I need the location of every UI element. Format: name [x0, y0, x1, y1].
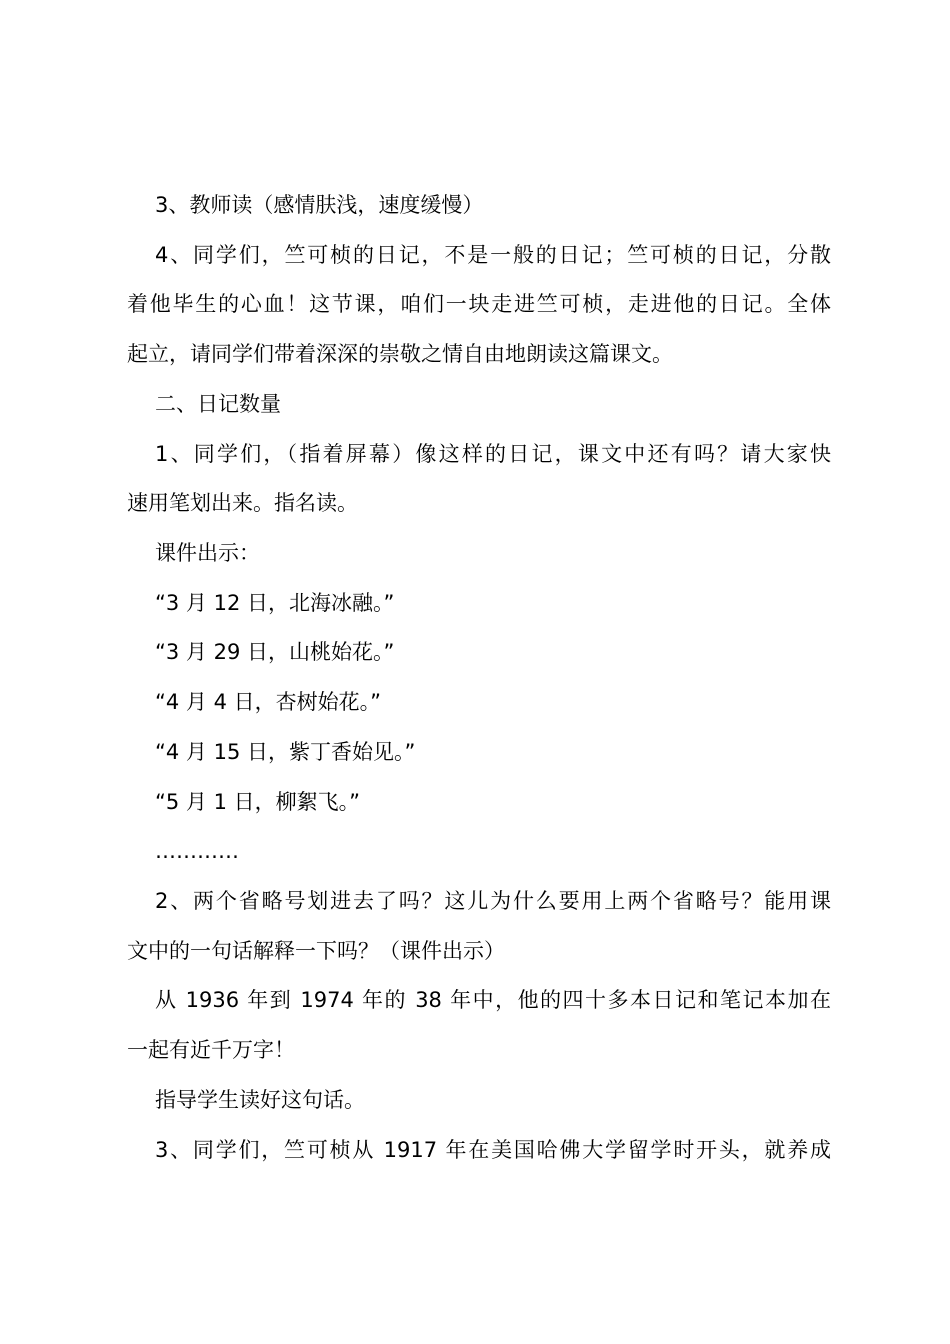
text-line-6: 1、同学们，（指着屏幕）像这样的日记，课文中还有吗？请大家快 [155, 442, 831, 466]
text-line-2: 4、同学们，竺可桢的日记，不是一般的日记；竺可桢的日记，分散 [155, 243, 831, 267]
diary-entry-4: “4 月 15 日，紫丁香始见。” [155, 740, 416, 764]
diary-entry-3: “4 月 4 日，杏树始花。” [155, 690, 382, 714]
text-line-1: 3、教师读（感情肤浅，速度缓慢） [155, 193, 484, 217]
text-line-8: 课件出示： [155, 541, 260, 565]
section-heading: 二、日记数量 [155, 392, 281, 416]
ellipsis-line: ………… [155, 839, 239, 863]
text-line-7: 速用笔划出来。指名读。 [127, 491, 358, 515]
text-line-4: 起立，请同学们带着深深的崇敬之情自由地朗读这篇课文。 [127, 342, 673, 366]
text-line-15: 2、两个省略号划进去了吗？这儿为什么要用上两个省略号？能用课 [155, 889, 831, 913]
diary-entry-1: “3 月 12 日，北海冰融。” [155, 591, 395, 615]
text-line-17: 从 1936 年到 1974 年的 38 年中，他的四十多本日记和笔记本加在 [155, 988, 831, 1012]
text-line-18: 一起有近千万字！ [127, 1038, 295, 1062]
text-line-20: 3、同学们，竺可桢从 1917 年在美国哈佛大学留学时开头，就养成 [155, 1138, 831, 1162]
diary-entry-2: “3 月 29 日，山桃始花。” [155, 640, 395, 664]
text-line-19: 指导学生读好这句话。 [155, 1088, 365, 1112]
text-line-3: 着他毕生的心血！这节课，咱们一块走进竺可桢，走进他的日记。全体 [127, 292, 831, 316]
text-line-16: 文中的一句话解释一下吗？（课件出示） [127, 939, 505, 963]
diary-entry-5: “5 月 1 日，柳絮飞。” [155, 790, 361, 814]
